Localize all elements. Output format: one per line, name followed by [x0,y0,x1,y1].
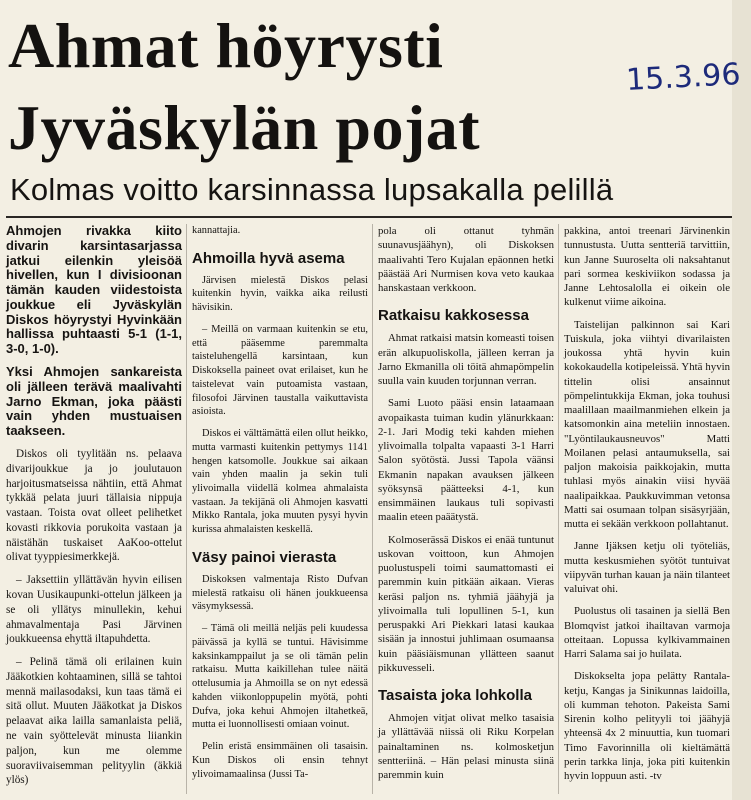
continued-paragraph: pakkina, antoi treenari Järvinenkin tunnustusta. Uutta sentteriä tarvittiin, kun Janne Suuroselta oli naksahtanut pari sormea keskiviikon sodassa ja Janne Lehtosalolla ei oikein ole kulkenut viime aikoina. [564,225,730,309]
body-paragraph: Ahmojen vitjat olivat melko tasaisia ja yllättävää niissä oli Riku Korpelan painaltaminen ns. kolmosketjun sentteriinä. – Hän pelasi minusta siinä paremmin kuin [378,712,554,781]
article-column-2 [192,224,368,789]
body-paragraph: Kolmoserässä Diskos ei enää tuntunut uskovan voittoon, kun Ahmojen puolustuspeli toimi saumattomasti ei paremmin kuin pitkään aikaan. Vieras keräsi paljon ns. tyhmiä jäähyjä ja ylivoimalla tuli lopullinen 5-1, kun peruspakki Ari Piekkari latasi kaukaa sisään ja innostui juhlimaan osumaansa kuin pääsiäismunan yllätteen saanut pikkuvesseli. [378,533,554,674]
column-rule [186,224,187,794]
body-paragraph: – Jaksettiin yllättävän hyvin eilisen kovan Uusikaupunki-ottelun jälkeen ja se oli yllätys minullekin, kehui ahmavalmentaja Pasi Järvinen joukkueensa ehyttä iltapuhdetta. [6,574,182,646]
section-subheading: Tasaista joka lohkolla [378,687,532,704]
article-column-3 [378,224,554,790]
headline-line-2: Jyväskylän pojat [8,92,481,163]
body-paragraph: Diskos oli tyylitään ns. pelaava divarijoukkue ja jo joulutauon harjoitusmatseissa nähtiin, että Ahmat tykkää pelata juuri tällaisia nippuja vastaan. Toista ovat olleet pelihetket kovasti rikkovia porukoita vastaan ja näistähän tuskaiset AaKoo-ottelut olivat tyyppiesimerkkejä. [6,447,182,564]
body-paragraph: – Meillä on varmaan kuitenkin se etu, että pääsemme paremmalta taisteluhengellä karsintaan, kun Diskoksella paineet ovat erilaiset, kun he taistelevat vain putoamista vastaan, filosofoi Järvinen taustalla vaikuttavista asioista. [192,323,368,418]
body-paragraph: Diskokselta jopa pelätty Rantala-ketju, Kangas ja Sinikunnas laidoilla, oli kumman tehoton. Pakeista Sami Sirenin kolho pelityyli toi jäähyjä yhteensä 4x 2 minuuttia, kun tuomari Timo Favorinnilla oli kieltämättä perin tarkka linja, joka piti kuitenkin hyvin loppuun asti. -tv [564,670,730,782]
article-column-1 [6,224,182,796]
subheadline: Kolmas voitto karsinnassa lupsakalla pelillä [10,172,614,207]
body-paragraph: Diskos ei välttämättä eilen ollut heikko, mutta varmasti kuitenkin pettymys 1141 hengen katsomolle. Joukkue sai aikaan vain yhden maalin ja sekin tuli ylivoimalla viidellä kolmea ahmalaista vastaan. Ja tekijänä oli Ahmojen kasvatti Mikko Rantala, joka muuten pysyi hyvin kurissa ahmalaisten keskellä. [192,428,368,536]
column-rule [558,224,559,794]
continued-paragraph: kannattajia. [192,225,241,236]
body-paragraph: Sami Luoto pääsi ensin lataamaan avopaikasta tuiman kudin ylänurkkaan: 2-1. Jari Modig teki kahden miehen ylivoimalla tolpalta vapaasti 3-1 Harri Salon syötöstä. Jussi Tapola väänsi Ekmanin napakan avauksen jälkeen syöksynsä päätteeksi 4-1, kun ensimmäinen laukaus tuli sopivasti maalin eteen paäätystä. [378,397,554,524]
body-paragraph: Ahmat ratkaisi matsin komeasti toisen erän alkupuoliskolla, jälleen kerran ja Jarno Ekmanilla oli töitä ahmapömpelin suulla vain kuuden torjunnan verran. [378,332,554,387]
continued-paragraph: pola oli ottanut tyhmän suunavusjäähyn), oli Diskoksen maalivahti Tero Kujalan epäonnen hetki päästää Ari Nurmisen kova veto kaukaa hanskastaan verkkoon. [378,225,554,294]
body-paragraph: Diskoksen valmentaja Risto Dufvan mielestä ratkaisu oli hänen joukkueensa väsymyksessä. [192,573,368,613]
lead-paragraph: Ahmojen rivakka kiito divarin karsintasarjassa jatkui eilenkin yleisöä hivellen, kun I divisioonan tämän kauden viidestoista joukkue eli Jyväskylän Diskos höyrystyi Hyvinkään hallissa puhtaasti 5-1 (1-1, 3-0, 1-0). [6,223,182,357]
adjacent-page-edge [732,0,751,800]
body-paragraph: – Tämä oli meillä neljäs peli kuudessa päivässä ja kyllä se tuntui. Hävisimme kaksinkamppailut ja se oli tämän pelin ratkaisu. Mutta kaikillehan tulee näitä ottelusumia ja Ahmoilla se on nyt edessä kahden viikonloppupelin myötä, pohti Dufva, joka kehui Ahmojen iltahetkeä, mutta ei luonnollisesti omiaan voinut. [192,623,368,731]
section-subheading: Väsy painoi vierasta [192,548,337,566]
lead-paragraph: Yksi Ahmojen sankareista oli jälleen terävä maalivahti Jarno Ekman, joka päästi vain yhden mustuaisen taakseen. [6,364,182,439]
article-column-4 [564,224,730,791]
headline-divider [6,216,732,218]
body-paragraph: – Pelinä tämä oli erilainen kuin Jääkotkien kohtaaminen, sillä se tahtoi mennä mailasodaksi, kun taas tämä ei sitä ollut. Muuten Jääkotkat ja Diskos pelaavat aika lailla samanlaista peliä, ne vain syöttelevät minusta liiankin paljon, kun me olemme suoraviivaisemman pelityylin (äkkiä ylös) [6,656,182,787]
body-paragraph: Puolustus oli tasainen ja siellä Ben Blomqvist jatkoi ihailtavan varmoja otteitaan. Lopussa kylkivammainen Harri Salama sai jo huilata. [564,605,730,660]
handwritten-date: 15.3.96 [625,57,742,98]
body-paragraph: Pelin eristä ensimmäinen oli tasaisin. Kun Diskos oli ensin tehnyt ylivoimamaalinsa (Jussi Ta- [192,741,368,780]
body-paragraph: Taistelijan palkinnon sai Kari Tuiskula, joka viihtyi divarilaisten joukossa yhtä hyvin kuin kokokaudella kotipeleissä. Yhtä hyvin tittelin olisi ansainnut pömpelintukkija Ekman, joka touhusi maalillaan maailmanmiehen elkein ja katsomonkin aina meteliin innostaen. "Lyöntilaukausneuvos" Matti Moilanen pelasi antaumuksella, sai paljon makoisia paikkojakin, mutta tuhlasi myös ainakin viisi hyvää naalipaikkaa. Paukkuvimman vetonsa Matti sai osumaan tolpan sisäsyrjään, mutta ei sekään verkkoon pollahtanut. [564,318,730,530]
body-paragraph: Järvisen mielestä Diskos pelasi kuitenkin hyvin, vaikka aika reilusti hävisikin. [192,274,368,314]
section-subheading: Ahmoilla hyvä asema [192,249,345,267]
column-rule [372,224,373,794]
headline-line-1: Ahmat höyrysti [8,10,444,81]
body-paragraph: Janne Ijäksen ketju oli työteliäs, mutta keskusmiehen syötöt tuntuivat viipyvän turhan kauan ja näin tilanteet valuivat ohi. [564,540,730,595]
section-subheading: Ratkaisu kakkosessa [378,307,529,325]
